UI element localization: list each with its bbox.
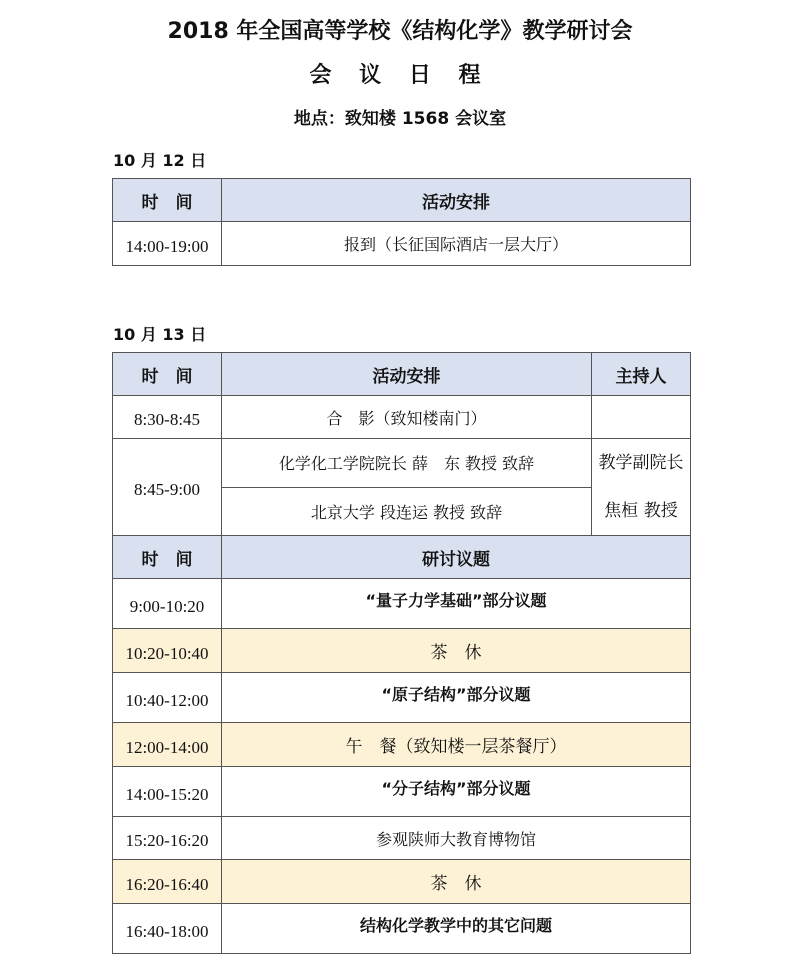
topics-col-time: 时 间: [113, 536, 222, 579]
day2-table: [112, 352, 691, 954]
schedule-heading: 会 议 日 程: [309, 63, 491, 88]
session-topic: 结构化学教学中的其它问题: [222, 904, 691, 954]
photo-time: 8:30-8:45: [113, 396, 222, 439]
day2-col-activity: 活动安排: [222, 353, 592, 396]
day1-table: [112, 178, 691, 266]
session-time: 14:00-15:20: [113, 767, 222, 817]
session-time: 10:20-10:40: [113, 629, 222, 673]
photo-host: [592, 396, 691, 439]
opening-speech-2: 北京大学 段连运 教授 致辞: [222, 487, 592, 536]
session-topic: 午 餐（致知楼一层茶餐厅）: [222, 723, 691, 767]
topics-col-topic: 研讨议题: [222, 536, 691, 579]
day2-date: 10 月 13 日: [113, 325, 207, 344]
session-topic: 参观陕师大教育博物馆: [222, 817, 691, 860]
photo-activity: 合 影（致知楼南门）: [222, 396, 592, 439]
day2-col-time: 时 间: [113, 353, 222, 396]
session-time: 16:40-18:00: [113, 904, 222, 954]
day1-col-activity: 活动安排: [222, 179, 691, 222]
host-title: 教学副院长: [598, 453, 684, 473]
session-topic: “分子结构”部分议题: [222, 767, 691, 817]
session-time: 16:20-16:40: [113, 860, 222, 904]
day1-col-time: 时 间: [113, 179, 222, 222]
session-topic: 茶 休: [222, 629, 691, 673]
host-name: 焦桓 教授: [604, 501, 678, 521]
day2-col-host: 主持人: [592, 353, 691, 396]
day1-time: 14:00-19:00: [113, 222, 222, 266]
session-time: 9:00-10:20: [113, 579, 222, 629]
opening-host: [592, 439, 691, 536]
venue-line: 地点：致知楼 1568 会议室: [293, 109, 507, 129]
conference-title: 2018 年全国高等学校《结构化学》教学研讨会: [167, 19, 633, 44]
day1-activity: 报到（长征国际酒店一层大厅）: [222, 222, 691, 266]
opening-time: 8:45-9:00: [113, 439, 222, 536]
day1-date: 10 月 12 日: [113, 151, 207, 170]
session-time: 10:40-12:00: [113, 673, 222, 723]
session-time: 12:00-14:00: [113, 723, 222, 767]
opening-speech-1: 化学化工学院院长 薛 东 教授 致辞: [222, 439, 592, 488]
session-topic: “量子力学基础”部分议题: [222, 579, 691, 629]
session-time: 15:20-16:20: [113, 817, 222, 860]
session-topic: 茶 休: [222, 860, 691, 904]
session-topic: “原子结构”部分议题: [222, 673, 691, 723]
